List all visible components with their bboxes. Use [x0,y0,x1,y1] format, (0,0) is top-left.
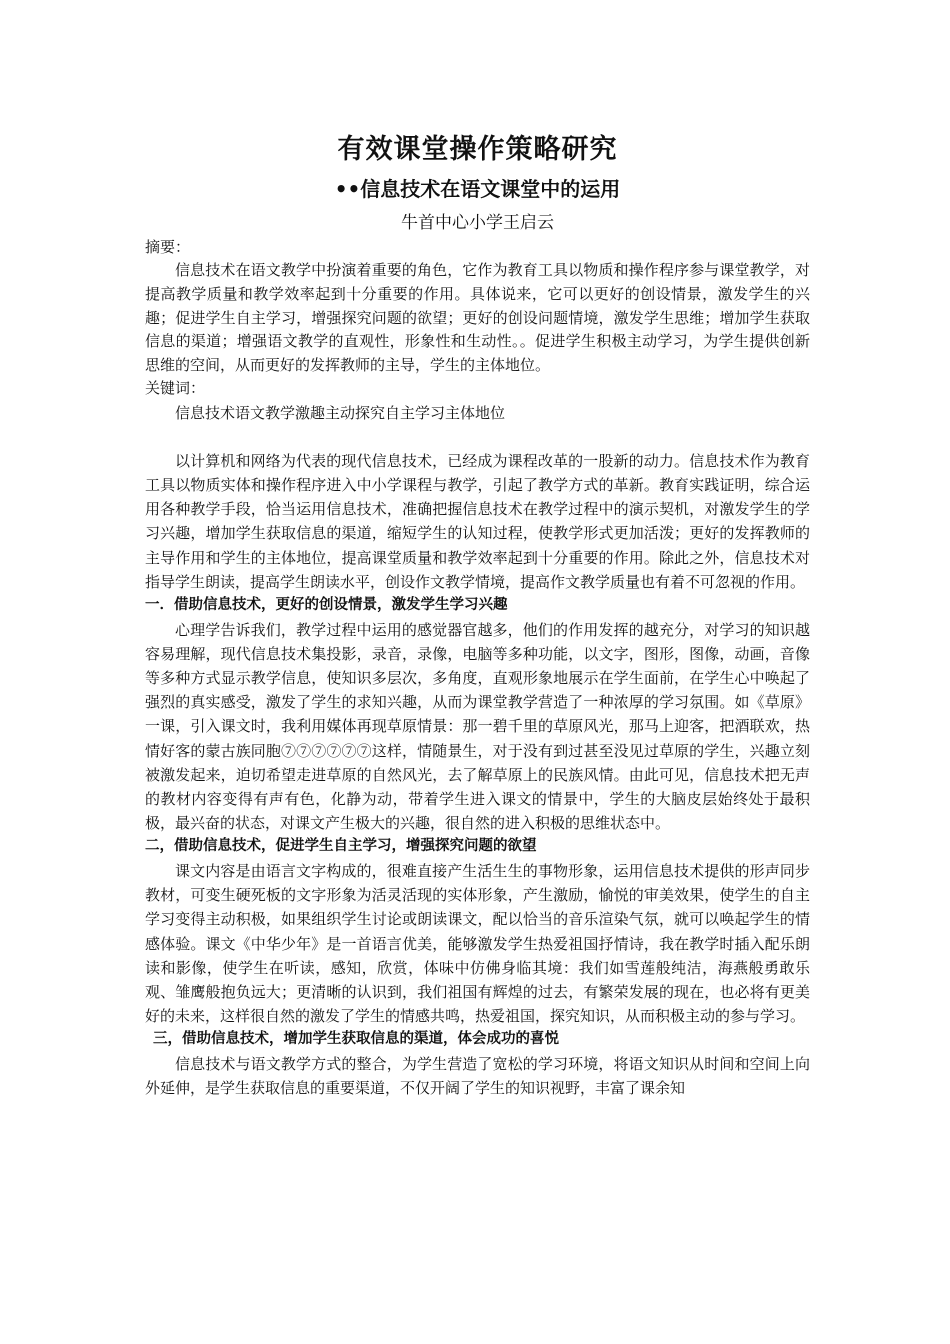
section-2-heading: 二，借助信息技术，促进学生自主学习，增强探究问题的欲望 [145,838,537,855]
keywords-text: 信息技术语文教学激趣主动探究自主学习主体地位 [175,403,506,422]
abstract-text: 信息技术在语文教学中扮演着重要的角色，它作为教育工具以物质和操作程序参与课堂教学，对提高教学质量和教学效率起到十分重要的作用。具体说来，它可以更好的创设情景，激发学生的兴趣；促进学生自主学习，增强探究问题的欲望；更好的创设问题情境，激发学生思维；增加学生获取信息的渠道；增强语文教学的直观性，形象性和生动性。。促进学生积极主动学习，为学生提供创新思维的空间，从而更好的发挥教师的主导，学生的主体地位。 [145,261,810,374]
intro-paragraph: 以计算机和网络为代表的现代信息技术，已经成为课程改革的一股新的动力。信息技术作为教育工具以物质实体和操作程序进入中小学课程与教学，引起了教学方式的革新。教育实践证明，综合运用各种教学手段，恰当运用信息技术，准确把握信息技术在教学过程中的演示契机，对激发学生的学习兴趣，增加学生获取信息的渠道，缩短学生的认知过程，使教学形式更加活泼；更好的发挥教师的主导作用和学生的主体地位，提高课堂质量和教学效率起到十分重要的作用。除此之外，信息技术对指导学生朗读，提高学生朗读水平，创设作文教学情境，提高作文教学质量也有着不可忽视的作用。 [145,451,810,591]
section-1-heading: 一．借助信息技术，更好的创设情景，激发学生学习兴趣 [145,597,508,613]
document-title: 有效课堂操作策略研究 [337,134,618,165]
section-1-paragraph: 心理学告诉我们，教学过程中运用的感觉器官越多，他们的作用发挥的越充分，对学习的知识越容易理解，现代信息技术集投影，录音，录像，电脑等多种功能，以文字，图形，图像，动画，音像等多种方式显示教学信息，使知识多层次，多角度，直观形象地展示在学生面前，在学生心中唤起了强烈的真实感受，激发了学生的求知兴趣，从而为课堂教学营造了一种浓厚的学习氛围。如《草原》一课，引入课文时，我利用媒体再现草原情景：那一碧千里的草原风光，那马上迎客，把酒联欢，热情好客的蒙古族同胞⑦⑦⑦⑦⑦⑦这样，情随景生，对于没有到过甚至没见过草原的学生，兴趣立刻被激发起来，迫切希望走进草原的自然风光，去了解草原上的民族风情。由此可见，信息技术把无声的教材内容变得有声有色，化静为动，带着学生进入课文的情景中，学生的大脑皮层始终处于最积极，最兴奋的状态，对课文产生极大的兴趣，很自然的进入积极的思维状态中。 [145,620,810,833]
section-3-paragraph: 信息技术与语文教学方式的整合，为学生营造了宽松的学习环境，将语文知识从时间和空间上向外延伸，是学生获取信息的重要渠道，不仅开阔了学生的知识视野，丰富了课余知 [145,1055,810,1098]
author-line: 牛首中心小学王启云 [401,213,554,233]
abstract-label: 摘要： [145,238,191,256]
keywords-label: 关键词： [145,379,206,398]
section-3-heading: 三，借助信息技术，增加学生获取信息的渠道，体会成功的喜悦 [153,1031,559,1048]
document-page [145,128,810,1100]
document-subtitle: ••信息技术在语文课堂中的运用 [334,177,621,201]
section-2-paragraph: 课文内容是由语言文字构成的，很难直接产生活生生的事物形象，运用信息技术提供的形声同步教材，可变生硬死板的文字形象为活灵活现的实体形象，产生激励，愉悦的审美效果，使学生的自主学习变得主动积极，如果组织学生讨论或朗读课文，配以恰当的音乐渲染气氛，就可以唤起学生的情感体验。课文《中华少年》是一首语言优美，能够激发学生热爱祖国抒情诗，我在教学时插入配乐朗读和影像，使学生在听读，感知，欣赏，体味中仿佛身临其境：我们如雪莲般纯洁，海燕般勇敢乐观、雏鹰般抱负远大；更清晰的认识到，我们祖国有辉煌的过去，有繁荣发展的现在，也必将有更美好的未来，这样很自然的激发了学生的情感共鸣，热爱祖国，探究知识，从而积极主动的参与学习。 [145,862,810,1026]
